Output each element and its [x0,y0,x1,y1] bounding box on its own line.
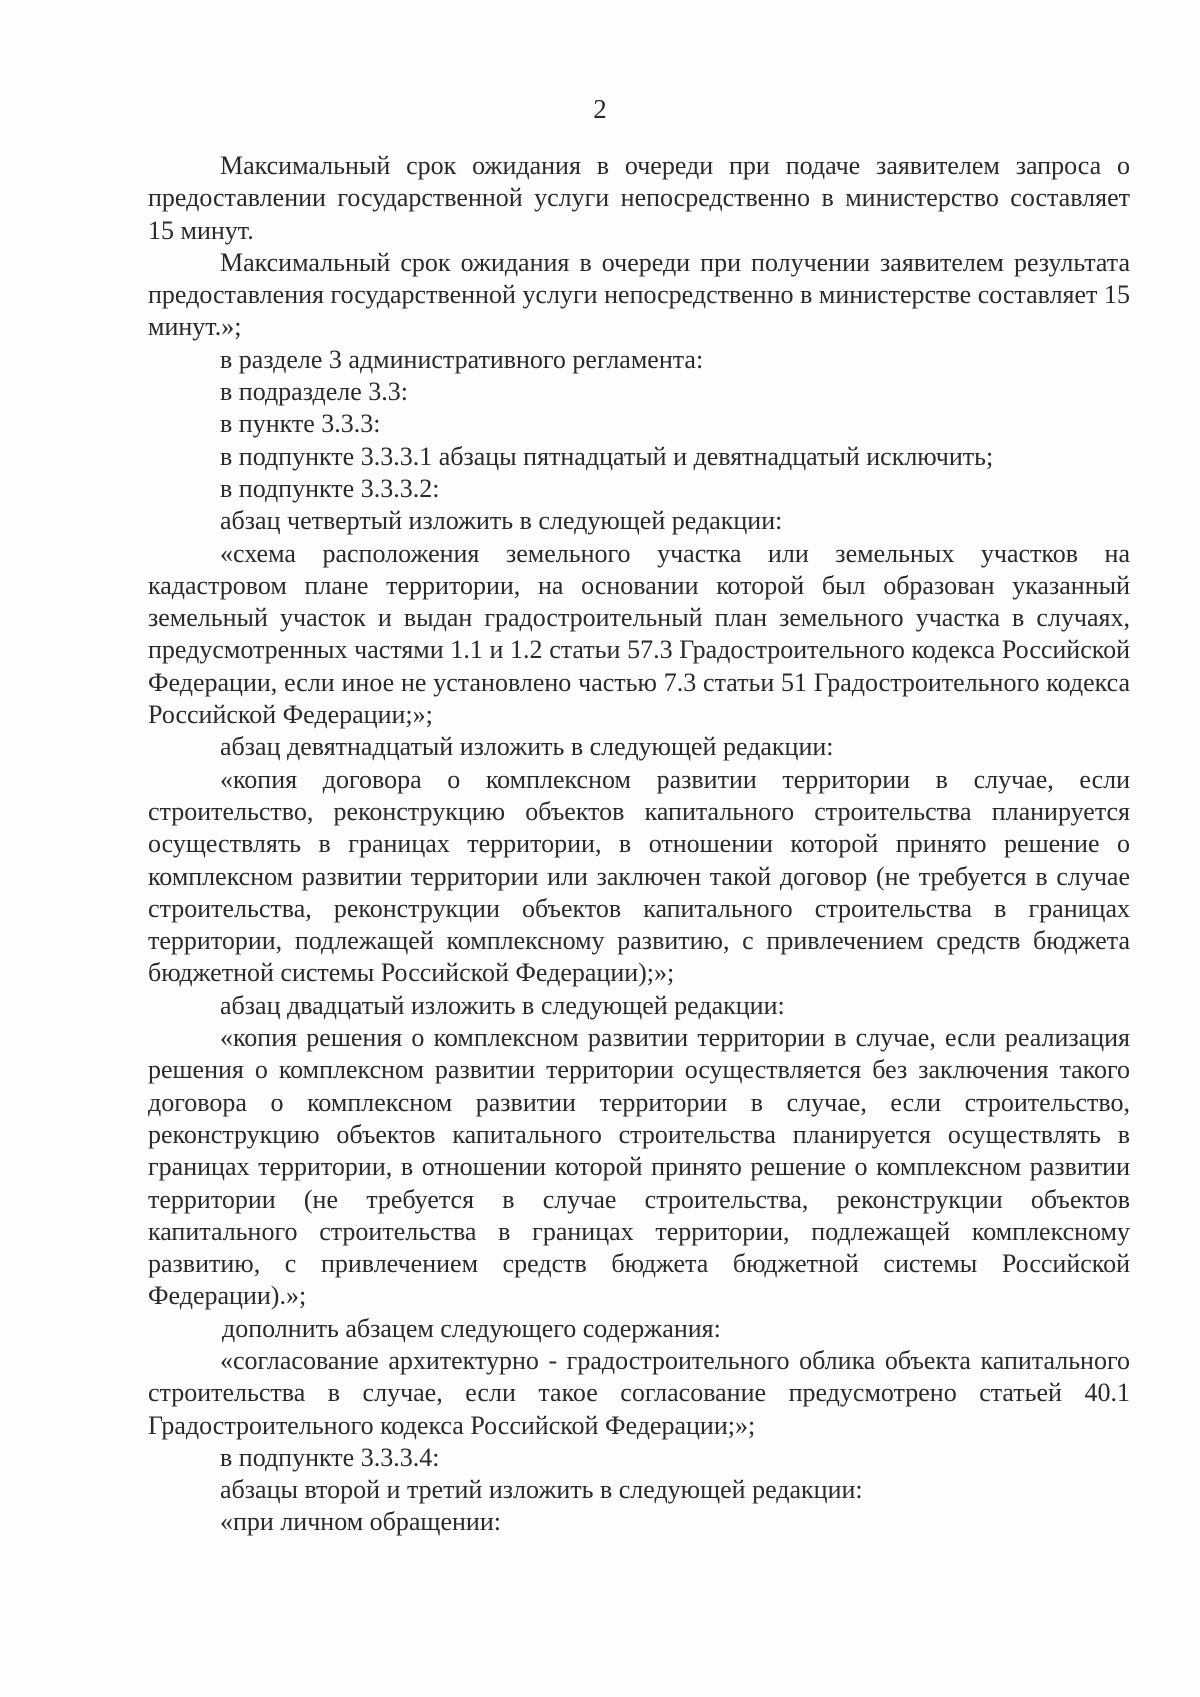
paragraph: дополнить абзацем следующего содержания: [222,1313,721,1343]
paragraph: в подпункте 3.3.3.2: [220,473,440,503]
quoted-paragraph: «копия договора о комплексном развитии территории в случае, если строительство, реконструкцию объектов капитального строительства планируется осуществлять в границах территории, в отношении которой принято решение о комплексном развитии территории или заключен такой договор (не требуется в случае строительства, реконструкции объектов капитального строительства в границах территории, подлежащей комплексному развитию, с привлечением средств бюджета бюджетной системы Российской Федерации);»; [148,764,1130,988]
paragraph: в подразделе 3.3: [220,377,409,407]
paragraph: абзацы второй и третий изложить в следующей редакции: [220,1475,863,1505]
document-body [148,150,1130,1539]
quoted-paragraph: «согласование архитектурно - градостроительного облика объекта капитального строительства в случае, если такое согласование предусмотрено статьей 40.1 Градостроительного кодекса Российской Федерации;»; [148,1345,1130,1440]
paragraph: в пункте 3.3.3: [220,409,381,439]
quoted-paragraph: «схема расположения земельного участка или земельных участков на кадастровом плане территории, на основании которой был образован указанный земельный участок и выдан градостроительный план земельного участка в случаях, предусмотренных частями 1.1 и 1.2 статьи 57.3 Градостроительного кодекса Российской Федерации, если иное не установлено частью 7.3 статьи 51 Градостроительного кодекса Российской Федерации;»; [148,538,1130,730]
paragraph: Максимальный срок ожидания в очереди при получении заявителем результата предоставления государственной услуги непосредственно в министерстве составляет 15 минут.»; [148,247,1130,342]
paragraph: «при личном обращении: [220,1507,501,1537]
paragraph: Максимальный срок ожидания в очереди при подаче заявителем запроса о предоставлении государственной услуги непосредственно в министерство составляет 15 минут. [148,151,1130,245]
paragraph: в подпункте 3.3.3.1 абзацы пятнадцатый и девятнадцатый исключить; [220,441,994,471]
paragraph: в разделе 3 административного регламента: [220,344,704,374]
paragraph: абзац двадцатый изложить в следующей редакции: [220,990,785,1020]
quoted-paragraph: «копия решения о комплексном развитии территории в случае, если реализация решения о комплексном развитии территории осуществляется без заключения такого договора о комплексном развитии территории в случае, если строительство, реконструкцию объектов капитального строительства планируется осуществлять в границах территории, в отношении которой принято решение о комплексном развитии территории (не требуется в случае строительства, реконструкции объектов капитального строительства в границах территории, подлежащей комплексному развитию, с привлечением средств бюджета бюджетной системы Российской Федерации).»; [148,1023,1130,1311]
paragraph: в подпункте 3.3.3.4: [220,1442,440,1472]
paragraph: абзац четвертый изложить в следующей редакции: [220,506,783,536]
paragraph: абзац девятнадцатый изложить в следующей редакции: [220,732,834,762]
page-number: 2 [593,94,607,124]
